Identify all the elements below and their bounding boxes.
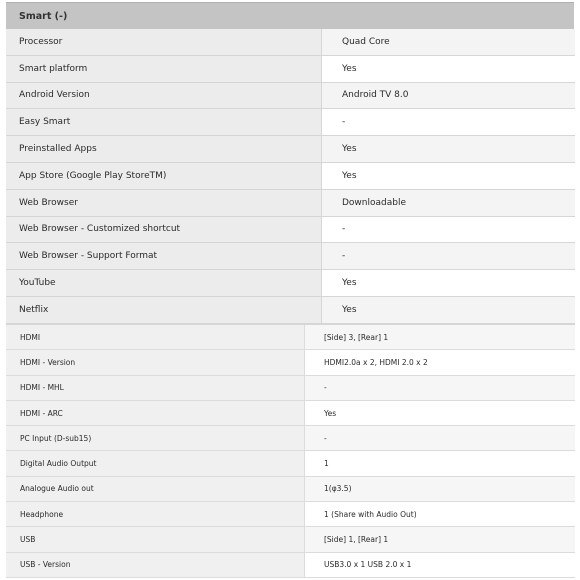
spec-label: Analogue Audio out [6,477,305,501]
spec-row [6,401,575,426]
spec-label: Netflix [6,297,322,323]
spec-value: - [305,376,575,400]
spec-row [6,56,575,83]
section-title: Smart (-) [19,10,68,22]
spec-label: App Store (Google Play StoreTM) [6,163,322,189]
spec-label: HDMI - MHL [6,376,305,400]
spec-row [6,426,575,451]
spec-label: Headphone [6,502,305,526]
spec-value: Yes [305,401,575,425]
spec-label: HDMI [6,325,305,349]
spec-row [6,376,575,401]
spec-value: - [322,217,575,243]
spec-row [6,217,575,244]
spec-value: Yes [322,297,575,323]
spec-value: 1 [305,451,575,475]
spec-row [6,163,575,190]
spec-row [6,270,575,297]
spec-label: USB - Version [6,553,305,577]
spec-row [6,243,575,270]
spec-value: 1 (Share with Audio Out) [305,502,575,526]
spec-value: USB3.0 x 1 USB 2.0 x 1 [305,553,575,577]
spec-row [6,109,575,136]
spec-value: Android TV 8.0 [322,83,575,109]
spec-label: Android Version [6,83,322,109]
spec-value: Yes [322,163,575,189]
spec-value: Yes [322,270,575,296]
spec-row [6,190,575,217]
spec-label: Preinstalled Apps [6,136,322,162]
spec-value: Quad Core [322,29,575,55]
spec-value: 1(φ3.5) [305,477,575,501]
spec-row [6,29,575,56]
spec-value: HDMI2.0a x 2, HDMI 2.0 x 2 [305,350,575,374]
spec-value: [Side] 3, [Rear] 1 [305,325,575,349]
spec-row [6,83,575,110]
spec-value: - [305,426,575,450]
spec-value: Yes [322,56,575,82]
spec-label: Web Browser [6,190,322,216]
spec-row [6,325,575,350]
smart-spec-table [6,29,575,324]
spec-value: - [322,243,575,269]
section-header[interactable] [6,2,574,29]
spec-row [6,553,575,578]
spec-label: USB [6,527,305,551]
spec-row [6,527,575,552]
spec-label: Digital Audio Output [6,451,305,475]
spec-label: PC Input (D-sub15) [6,426,305,450]
spec-label: HDMI - Version [6,350,305,374]
spec-row [6,350,575,375]
spec-label: YouTube [6,270,322,296]
spec-row [6,502,575,527]
spec-label: Processor [6,29,322,55]
spec-label: Easy Smart [6,109,322,135]
connectivity-spec-table [6,324,575,578]
spec-label: Smart platform [6,56,322,82]
spec-row [6,297,575,324]
spec-row [6,136,575,163]
spec-row [6,477,575,502]
spec-value: Yes [322,136,575,162]
spec-value: - [322,109,575,135]
spec-label: HDMI - ARC [6,401,305,425]
spec-label: Web Browser - Support Format [6,243,322,269]
spec-value: [Side] 1, [Rear] 1 [305,527,575,551]
spec-value: Downloadable [322,190,575,216]
spec-row [6,451,575,476]
spec-label: Web Browser - Customized shortcut [6,217,322,243]
